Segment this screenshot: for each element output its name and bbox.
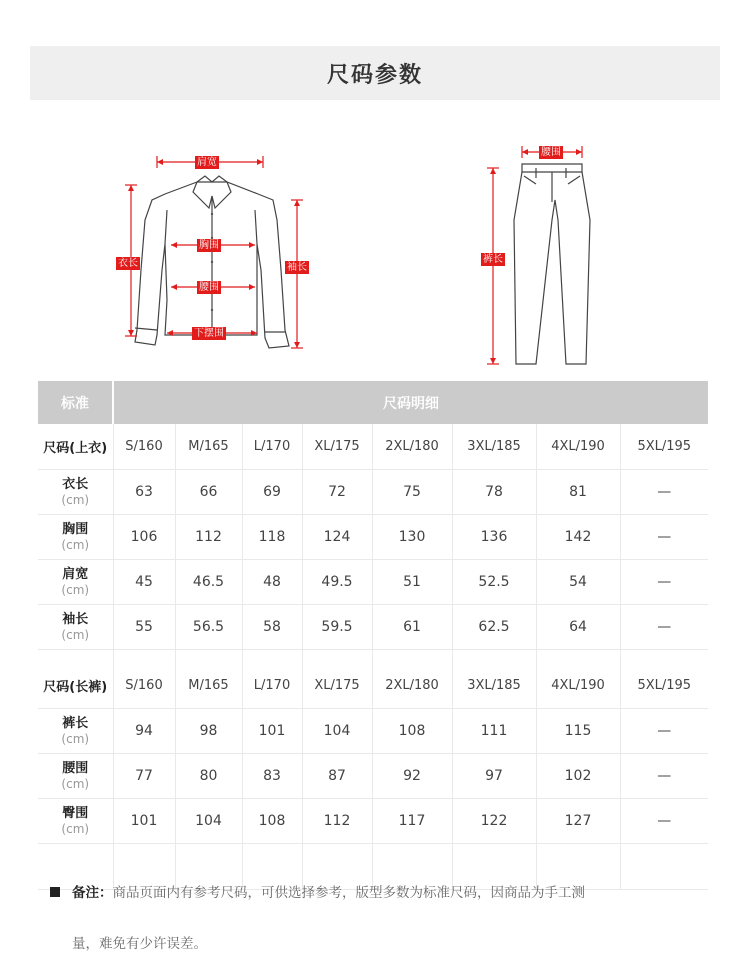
value-cell: 136 bbox=[452, 515, 536, 560]
table-row bbox=[38, 709, 708, 754]
value-cell: 75 bbox=[372, 470, 452, 515]
row-head bbox=[38, 470, 113, 515]
value-cell: 72 bbox=[302, 470, 372, 515]
note bbox=[50, 883, 585, 903]
value-cell: 108 bbox=[372, 709, 452, 754]
row-name: 肩宽 bbox=[62, 566, 89, 582]
row-unit: (cm) bbox=[61, 492, 90, 507]
value-cell: — bbox=[620, 560, 708, 605]
table-row bbox=[38, 560, 708, 605]
value-cell: 45 bbox=[113, 560, 175, 605]
shirt-chest-label: 胸围 bbox=[199, 240, 219, 251]
shirt-hem-label: 下摆围 bbox=[194, 328, 224, 339]
pants-size-row bbox=[38, 663, 708, 709]
size-table bbox=[38, 381, 708, 890]
value-cell: 106 bbox=[113, 515, 175, 560]
size-cell: 2XL/180 bbox=[372, 424, 452, 470]
value-cell: 61 bbox=[372, 605, 452, 650]
size-cell: XL/175 bbox=[302, 663, 372, 709]
value-cell: 58 bbox=[242, 605, 302, 650]
row-head bbox=[38, 560, 113, 605]
shirt-shoulder-label: 肩宽 bbox=[197, 157, 217, 168]
row-name: 衣长 bbox=[62, 476, 89, 492]
table-gap bbox=[38, 650, 708, 664]
row-unit: (cm) bbox=[61, 776, 90, 791]
row-name: 胸围 bbox=[62, 521, 89, 537]
size-cell: S/160 bbox=[113, 663, 175, 709]
row-unit: (cm) bbox=[61, 537, 90, 552]
value-cell: 142 bbox=[536, 515, 620, 560]
value-cell: 127 bbox=[536, 799, 620, 844]
value-cell: 124 bbox=[302, 515, 372, 560]
value-cell: — bbox=[620, 605, 708, 650]
value-cell: 101 bbox=[242, 709, 302, 754]
value-cell: 59.5 bbox=[302, 605, 372, 650]
value-cell: 46.5 bbox=[175, 560, 242, 605]
top-size-row bbox=[38, 424, 708, 470]
value-cell: 94 bbox=[113, 709, 175, 754]
value-cell: 117 bbox=[372, 799, 452, 844]
row-name: 腰围 bbox=[62, 760, 89, 776]
value-cell: 62.5 bbox=[452, 605, 536, 650]
row-unit: (cm) bbox=[61, 627, 90, 642]
size-cell: 4XL/190 bbox=[536, 424, 620, 470]
table-row bbox=[38, 754, 708, 799]
shirt-sleeve-label: 袖长 bbox=[287, 262, 307, 273]
value-cell: 55 bbox=[113, 605, 175, 650]
bullet-square-icon bbox=[50, 887, 60, 897]
size-cell: S/160 bbox=[113, 424, 175, 470]
value-cell: 64 bbox=[536, 605, 620, 650]
size-cell: 5XL/195 bbox=[620, 424, 708, 470]
row-head bbox=[38, 709, 113, 754]
row-unit: (cm) bbox=[61, 582, 90, 597]
note-colon: ： bbox=[99, 885, 113, 901]
pants-size-row-head: 尺码(长裤) bbox=[38, 663, 113, 709]
pants-length-label: 裤长 bbox=[483, 254, 503, 265]
note-line-2: 量，难免有少许误差。 bbox=[72, 936, 207, 952]
value-cell: 104 bbox=[175, 799, 242, 844]
value-cell: 81 bbox=[536, 470, 620, 515]
value-cell: 69 bbox=[242, 470, 302, 515]
row-name: 臀围 bbox=[62, 805, 89, 821]
table-header bbox=[38, 381, 708, 424]
shirt-length-label: 衣长 bbox=[118, 258, 138, 269]
value-cell: 78 bbox=[452, 470, 536, 515]
row-head bbox=[38, 515, 113, 560]
value-cell: — bbox=[620, 515, 708, 560]
value-cell: 111 bbox=[452, 709, 536, 754]
value-cell: 63 bbox=[113, 470, 175, 515]
table-row bbox=[38, 515, 708, 560]
value-cell: 102 bbox=[536, 754, 620, 799]
value-cell: 104 bbox=[302, 709, 372, 754]
row-unit: (cm) bbox=[61, 821, 90, 836]
value-cell: 118 bbox=[242, 515, 302, 560]
size-cell: 2XL/180 bbox=[372, 663, 452, 709]
value-cell: 51 bbox=[372, 560, 452, 605]
value-cell: 130 bbox=[372, 515, 452, 560]
value-cell: 97 bbox=[452, 754, 536, 799]
value-cell: 80 bbox=[175, 754, 242, 799]
value-cell: 115 bbox=[536, 709, 620, 754]
row-name: 袖长 bbox=[62, 611, 89, 627]
size-cell: 3XL/185 bbox=[452, 424, 536, 470]
value-cell: 92 bbox=[372, 754, 452, 799]
header-standard: 标准 bbox=[38, 381, 113, 424]
row-head bbox=[38, 754, 113, 799]
value-cell: 66 bbox=[175, 470, 242, 515]
shirt-waist-label: 腰围 bbox=[199, 282, 219, 293]
value-cell: 122 bbox=[452, 799, 536, 844]
value-cell: 98 bbox=[175, 709, 242, 754]
row-head bbox=[38, 799, 113, 844]
value-cell: 48 bbox=[242, 560, 302, 605]
value-cell: 77 bbox=[113, 754, 175, 799]
value-cell: 54 bbox=[536, 560, 620, 605]
value-cell: 112 bbox=[302, 799, 372, 844]
value-cell: 56.5 bbox=[175, 605, 242, 650]
page-title: 尺码参数 bbox=[326, 63, 423, 88]
value-cell: 108 bbox=[242, 799, 302, 844]
value-cell: 112 bbox=[175, 515, 242, 560]
row-head bbox=[38, 605, 113, 650]
note-line-1: 商品页面内有参考尺码，可供选择参考，版型多数为标准尺码，因商品为手工测 bbox=[112, 885, 585, 901]
value-cell: — bbox=[620, 754, 708, 799]
value-cell: 87 bbox=[302, 754, 372, 799]
table-row bbox=[38, 605, 708, 650]
value-cell: 52.5 bbox=[452, 560, 536, 605]
title-bar bbox=[30, 46, 720, 100]
value-cell: — bbox=[620, 709, 708, 754]
table-row bbox=[38, 799, 708, 844]
value-cell: 101 bbox=[113, 799, 175, 844]
top-size-row-head: 尺码(上衣) bbox=[38, 424, 113, 470]
size-cell: L/170 bbox=[242, 663, 302, 709]
size-cell: 4XL/190 bbox=[536, 663, 620, 709]
size-cell: XL/175 bbox=[302, 424, 372, 470]
table-row bbox=[38, 470, 708, 515]
pants-waist-label: 腰围 bbox=[541, 147, 561, 158]
size-cell: M/165 bbox=[175, 663, 242, 709]
value-cell: 49.5 bbox=[302, 560, 372, 605]
size-cell: L/170 bbox=[242, 424, 302, 470]
note-key: 备注 bbox=[72, 885, 99, 901]
size-cell: 3XL/185 bbox=[452, 663, 536, 709]
size-cell: 5XL/195 bbox=[620, 663, 708, 709]
value-cell: — bbox=[620, 799, 708, 844]
header-size-detail: 尺码明细 bbox=[113, 381, 708, 424]
row-name: 裤长 bbox=[62, 715, 89, 731]
value-cell: — bbox=[620, 470, 708, 515]
size-cell: M/165 bbox=[175, 424, 242, 470]
row-unit: (cm) bbox=[61, 731, 90, 746]
value-cell: 83 bbox=[242, 754, 302, 799]
